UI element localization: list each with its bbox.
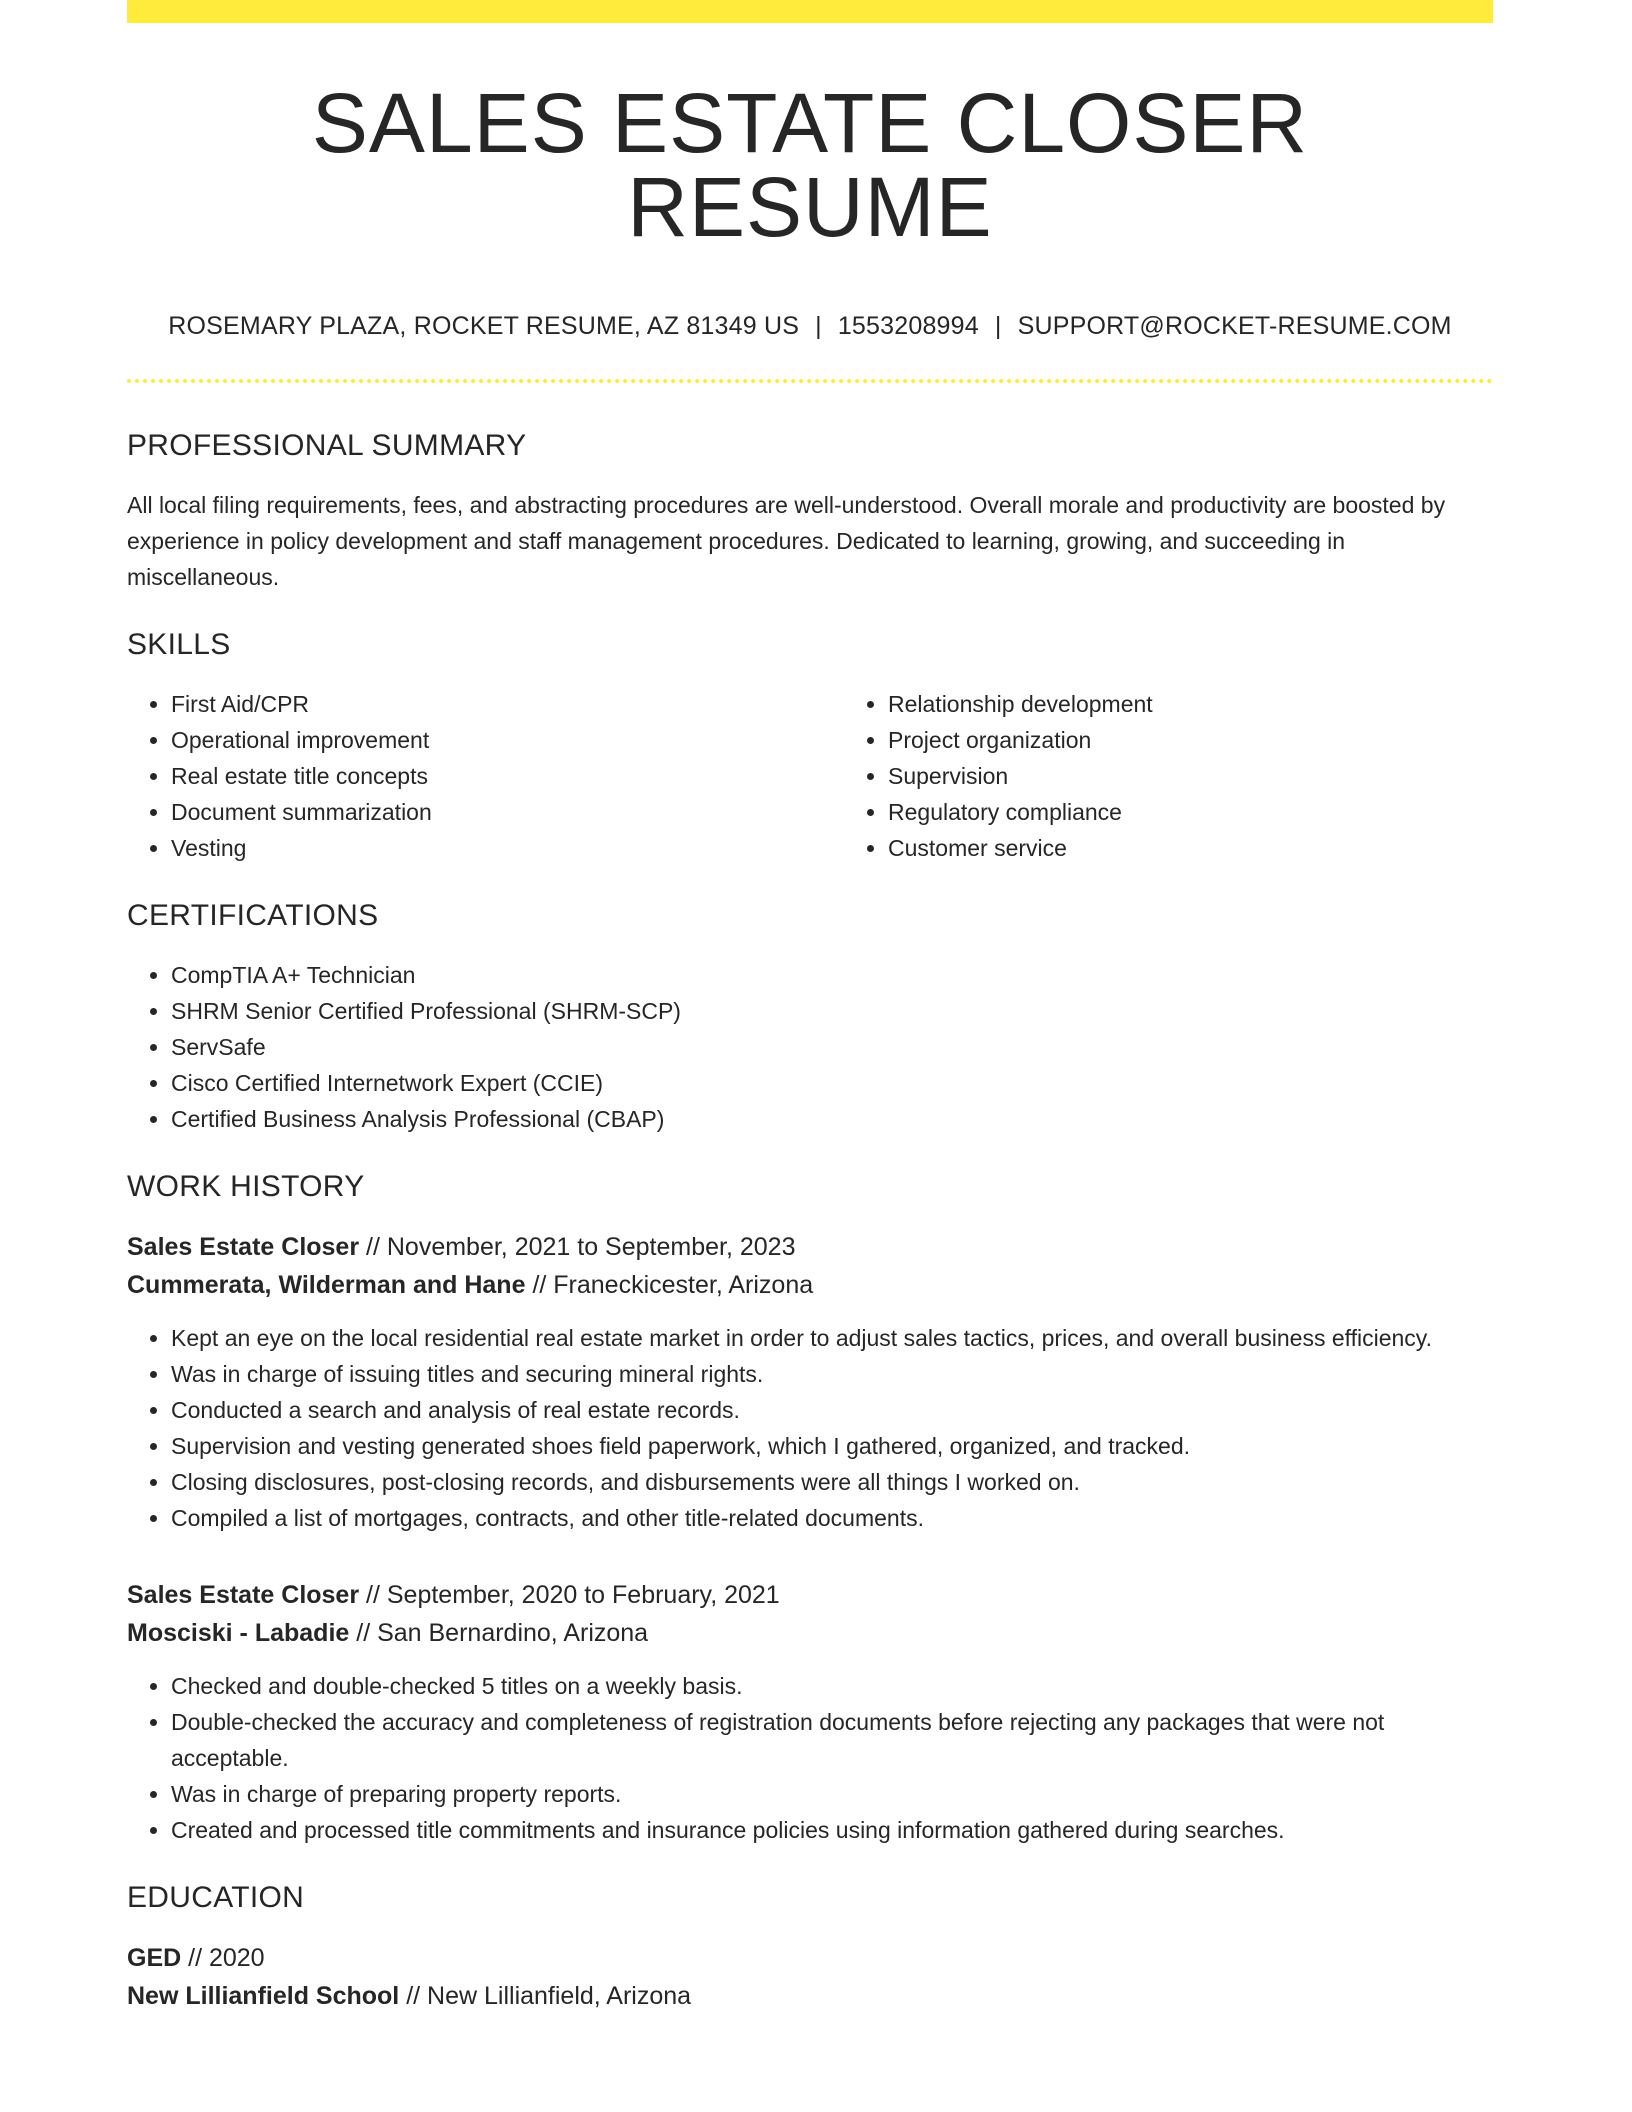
- job-bullet: • Created and processed title commitments and insurance policies using information gathered during searches.: [171, 1812, 1493, 1848]
- job-bullets: [127, 1668, 1493, 1848]
- certification-item: • Certified Business Analysis Professional (CBAP): [171, 1101, 1493, 1137]
- job-entry: [127, 1228, 1493, 1536]
- contact-separator: |: [994, 312, 1002, 340]
- education-school-line: [127, 1977, 1493, 2015]
- job-bullets: [127, 1320, 1493, 1536]
- job-bullet: • Double-checked the accuracy and completeness of registration documents before rejecting any packages that were not acceptable.: [171, 1704, 1493, 1776]
- education-entry: [127, 1939, 1493, 2015]
- contact-email: SUPPORT@ROCKET-RESUME.COM: [1017, 312, 1452, 340]
- work-history-heading: WORK HISTORY: [127, 1170, 365, 1203]
- education-heading: EDUCATION: [127, 1881, 305, 1914]
- job-role: Sales Estate Closer: [127, 1233, 360, 1261]
- skill-item: • Customer service: [888, 830, 1561, 866]
- job-title-line: [127, 1576, 1493, 1614]
- skill-item: • Regulatory compliance: [888, 794, 1561, 830]
- certification-item: • Cisco Certified Internetwork Expert (CCIE): [171, 1065, 1493, 1101]
- job-bullet: • Checked and double-checked 5 titles on a weekly basis.: [171, 1668, 1493, 1704]
- summary-heading: PROFESSIONAL SUMMARY: [127, 429, 527, 462]
- resume-title: SALES ESTATE CLOSER RESUME: [311, 76, 1309, 254]
- job-bullet: • Closing disclosures, post-closing records, and disbursements were all things I worked on.: [171, 1464, 1493, 1500]
- skills-list-left: [127, 686, 844, 866]
- skill-item: • First Aid/CPR: [171, 686, 844, 722]
- certification-item: • CompTIA A+ Technician: [171, 957, 1493, 993]
- education-degree-line: [127, 1939, 1493, 1977]
- job-bullet: • Kept an eye on the local residential real estate market in order to adjust sales tactics, prices, and overall business efficiency.: [171, 1320, 1493, 1356]
- contact-separator: |: [815, 312, 822, 340]
- job-location: // San Bernardino, Arizona: [349, 1619, 649, 1647]
- contact-address: ROSEMARY PLAZA, ROCKET RESUME, AZ 81349 US: [168, 312, 800, 340]
- skill-item: • Operational improvement: [171, 722, 844, 758]
- skills-heading: SKILLS: [127, 628, 231, 661]
- skill-item: • Document summarization: [171, 794, 844, 830]
- job-role: Sales Estate Closer: [127, 1581, 360, 1609]
- education-location: // New Lillianfield, Arizona: [399, 1982, 692, 2010]
- job-company-line: [127, 1266, 1493, 1304]
- skill-item: • Relationship development: [888, 686, 1561, 722]
- skill-item: • Supervision: [888, 758, 1561, 794]
- job-bullet: • Compiled a list of mortgages, contracts, and other title-related documents.: [171, 1500, 1493, 1536]
- skill-item: • Real estate title concepts: [171, 758, 844, 794]
- job-title-line: [127, 1228, 1493, 1266]
- certification-item: • SHRM Senior Certified Professional (SHRM-SCP): [171, 993, 1493, 1029]
- certifications-list: [127, 957, 1493, 1137]
- contact-phone: 1553208994: [837, 312, 979, 340]
- contact-line: [127, 312, 1493, 341]
- job-bullet: • Was in charge of preparing property reports.: [171, 1776, 1493, 1812]
- skill-item: • Project organization: [888, 722, 1561, 758]
- job-bullet: • Was in charge of issuing titles and securing mineral rights.: [171, 1356, 1493, 1392]
- skills-list-right: [844, 686, 1561, 866]
- dotted-divider: [127, 379, 1493, 383]
- certification-item: • ServSafe: [171, 1029, 1493, 1065]
- summary-text: All local filing requirements, fees, and abstracting procedures are well-understood. Overall morale and productivity are boosted by experience in policy development and staff management procedures. Dedicated to learning, growing, and succeeding in miscellaneous.: [127, 492, 1446, 590]
- job-dates: // November, 2021 to September, 2023: [359, 1233, 796, 1261]
- education-school: New Lillianfield School: [127, 1982, 400, 2010]
- job-entry: [127, 1576, 1493, 1848]
- education-year: // 2020: [181, 1944, 265, 1972]
- job-location: // Franeckicester, Arizona: [525, 1271, 814, 1299]
- certifications-heading: CERTIFICATIONS: [127, 899, 379, 932]
- resume-page: [127, 0, 1493, 2015]
- education-degree: GED: [127, 1944, 182, 1972]
- job-bullet: • Supervision and vesting generated shoes field paperwork, which I gathered, organized, and tracked.: [171, 1428, 1493, 1464]
- job-company: Mosciski - Labadie: [127, 1619, 350, 1647]
- accent-bar: [127, 0, 1493, 23]
- job-company-line: [127, 1614, 1493, 1652]
- job-dates: // September, 2020 to February, 2021: [359, 1581, 780, 1609]
- skills-grid: [127, 686, 1493, 866]
- job-bullet: • Conducted a search and analysis of real estate records.: [171, 1392, 1493, 1428]
- skill-item: • Vesting: [171, 830, 844, 866]
- job-company: Cummerata, Wilderman and Hane: [127, 1271, 526, 1299]
